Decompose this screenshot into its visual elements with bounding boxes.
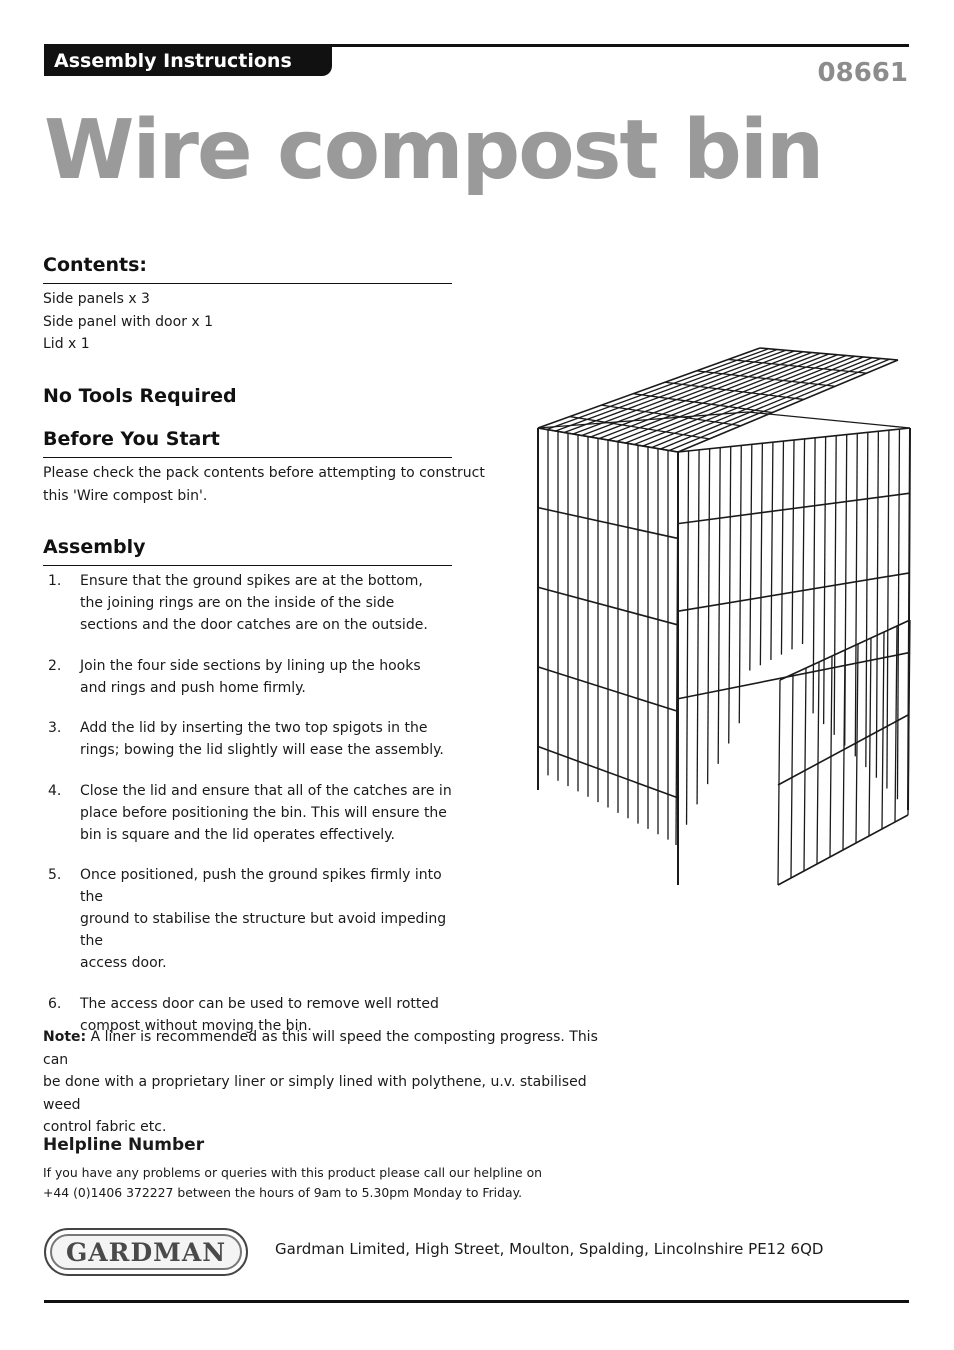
step-line: and rings and push home firmly. [80, 679, 306, 696]
wire [803, 439, 805, 644]
wire [547, 349, 769, 430]
wire [708, 449, 710, 784]
before-start-line: Please check the pack contents before attempting to construct [43, 465, 485, 481]
note-line: control fabric etc. [43, 1119, 167, 1135]
product-code: 08661 [817, 58, 908, 88]
wire [824, 437, 826, 724]
step-line: Close the lid and ensure that all of the catches are in [80, 782, 452, 799]
before-start-rule [43, 457, 452, 458]
assembly-step [43, 780, 463, 846]
contents-item: Side panels x 3 [43, 291, 150, 307]
wire [882, 632, 884, 829]
helpline-line: +44 (0)1406 372227 between the hours of 9am to 5.30pm Monday to Friday. [43, 1184, 523, 1200]
step-line: Join the four side sections by lining up the hooks [80, 657, 421, 674]
assembly-step [43, 655, 463, 699]
wire [573, 351, 795, 434]
no-tools-heading: No Tools Required [43, 385, 237, 407]
logo-text: GARDMAN [50, 1234, 242, 1270]
step-number: 5. [48, 867, 62, 883]
step-number: 6. [48, 995, 62, 1012]
step-line: bin is square and the lid operates effectively. [80, 826, 395, 843]
contents-item: Side panel with door x 1 [43, 313, 214, 330]
wire [538, 348, 760, 428]
contents-item: Lid x 1 [43, 336, 90, 352]
wire [591, 353, 812, 438]
wire [869, 638, 871, 836]
step-line: compost without moving the bin. [80, 1017, 312, 1034]
page-title: Wire compost bin [44, 103, 823, 198]
before-start-heading: Before You Start [43, 428, 220, 450]
wire [778, 715, 908, 785]
step-line: Ensure that the ground spikes are at the bottom, [80, 573, 423, 589]
wire [678, 652, 910, 698]
wire [678, 573, 910, 611]
wire [781, 441, 783, 655]
wire [739, 445, 741, 723]
step-line: The access door can be used to remove well rotted [80, 995, 439, 1012]
assembly-step [43, 864, 463, 974]
contents-list [43, 288, 213, 356]
step-number: 1. [48, 573, 62, 589]
step-line: Add the lid by inserting the two top spigots in the [80, 720, 428, 736]
wire [760, 443, 762, 665]
contents-rule [43, 283, 452, 284]
step-line: sections and the door catches are on the outside. [80, 617, 428, 633]
wire [750, 444, 752, 670]
step-line: rings; bowing the lid slightly will ease the assembly. [80, 742, 444, 758]
before-start-text [43, 462, 485, 507]
wire [778, 680, 780, 885]
wire [718, 448, 720, 764]
wire [748, 412, 910, 428]
note-paragraph [43, 1026, 603, 1139]
wire [887, 430, 889, 788]
assembly-step [43, 570, 463, 636]
bottom-rule [44, 1300, 909, 1303]
step-number: 4. [48, 782, 62, 799]
note-line: be done with a proprietary liner or simply lined with polythene, u.v. stabilised weed [43, 1074, 587, 1113]
header-tab: Assembly Instructions [44, 46, 332, 76]
step-number: 3. [48, 720, 62, 736]
wire [771, 442, 773, 660]
step-line: place before positioning the bin. This will ensure the [80, 804, 447, 821]
wire-compost-bin-illustration [528, 340, 918, 895]
assembly-steps [43, 570, 463, 1055]
helpline-line: If you have any problems or queries with this product please call our helpline on [43, 1165, 543, 1180]
step-line: ground to stabilise the structure but avoid impeding the [80, 911, 447, 949]
wire [791, 674, 793, 878]
before-start-line: this 'Wire compost bin'. [43, 487, 208, 504]
wire [866, 432, 868, 767]
note-label: Note: [43, 1029, 87, 1045]
step-line: access door. [80, 955, 167, 971]
step-line: the joining rings are on the inside of the side [80, 595, 395, 611]
contents-heading: Contents: [43, 254, 148, 276]
gardman-logo [44, 1228, 248, 1276]
wire [876, 431, 878, 778]
note-line: A liner is recommended as this will speed the composting progress. This can [43, 1029, 598, 1068]
wire [908, 428, 910, 810]
assembly-heading: Assembly [43, 536, 146, 558]
wire [697, 450, 699, 805]
step-line: Once positioned, push the ground spikes firmly into the [80, 867, 442, 905]
company-address: Gardman Limited, High Street, Moulton, Spalding, Lincolnshire PE12 6QD [275, 1240, 824, 1258]
wire [582, 352, 803, 436]
helpline-heading: Helpline Number [43, 1135, 205, 1155]
helpline-text [43, 1163, 563, 1202]
wire [687, 451, 689, 825]
wire [729, 447, 731, 744]
wire [792, 440, 794, 649]
wire [897, 429, 899, 799]
assembly-step [43, 717, 463, 761]
assembly-rule [43, 565, 452, 566]
step-number: 2. [48, 657, 62, 674]
bin-wire-frame [538, 348, 910, 885]
